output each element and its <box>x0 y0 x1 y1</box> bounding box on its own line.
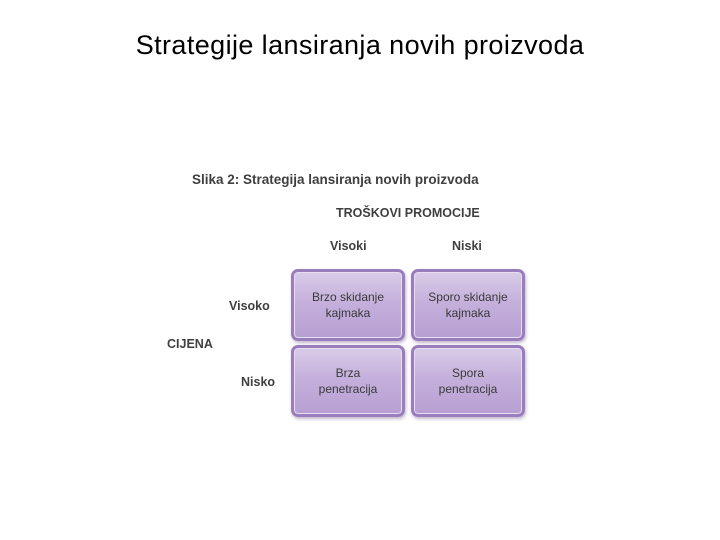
column-header-high: Visoki <box>330 239 367 253</box>
slide-title: Strategije lansiranja novih proizvoda <box>135 30 585 60</box>
cell-label: Spora penetracija <box>438 366 498 396</box>
matrix-cell-rapid-penetration <box>291 345 405 417</box>
row-header-high: Visoko <box>229 299 270 313</box>
row-axis-label: CIJENA <box>167 337 213 351</box>
matrix-cell-rapid-skimming <box>291 269 405 341</box>
matrix-cell-slow-skimming <box>411 269 525 341</box>
matrix-cell-slow-penetration <box>411 345 525 417</box>
cell-label: Sporo skidanje kajmaka <box>428 290 508 320</box>
cell-label: Brza penetracija <box>318 366 378 396</box>
row-header-low: Nisko <box>241 375 276 389</box>
column-axis-label: TROŠKOVI PROMOCIJE <box>336 206 480 220</box>
column-header-low: Niski <box>452 239 482 253</box>
figure-title: Slika 2: Strategija lansiranja novih proizvoda <box>192 172 479 187</box>
cell-label: Brzo skidanje kajmaka <box>311 290 385 320</box>
